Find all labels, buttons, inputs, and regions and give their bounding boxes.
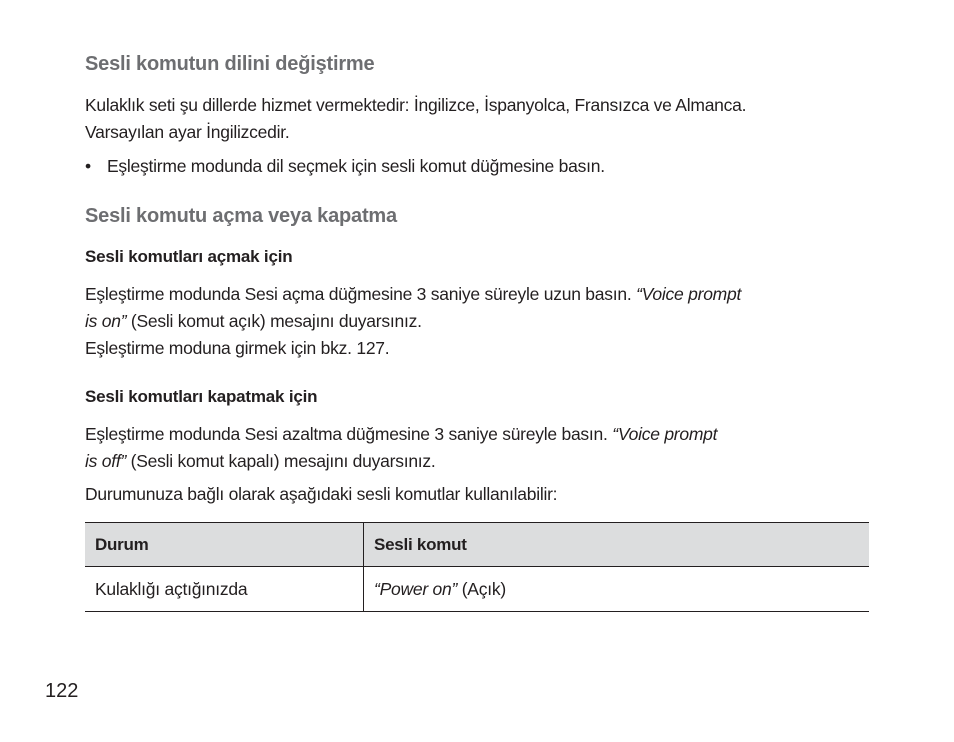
subheading-turn-off: Sesli komutları kapatmak için [85, 387, 318, 406]
turn-on-line-2 [85, 308, 875, 335]
table-cell-durum: Kulaklığı açtığınızda [85, 567, 364, 611]
turn-off-line-1 [85, 421, 875, 448]
language-description [85, 92, 875, 146]
bullet-icon: • [85, 156, 91, 176]
language-bullet-item [85, 153, 605, 180]
turn-on-line-1-italic: “Voice prompt [636, 284, 742, 304]
language-description-line-2: Varsayılan ayar İngilizcedir. [85, 122, 290, 142]
turn-on-line-2-italic: is on” [85, 311, 127, 331]
page-number: 122 [45, 680, 79, 702]
turn-on-line-3: Eşleştirme moduna girmek için bkz. 127. [85, 338, 390, 358]
table-header-sesli-komut: Sesli komut [374, 534, 467, 554]
turn-on-description [85, 281, 875, 362]
turn-off-description [85, 421, 875, 475]
bullet-text: Eşleştirme modunda dil seçmek için sesli komut düğmesine basın. [107, 156, 605, 176]
table-header-row [85, 523, 869, 567]
language-description-line-1: Kulaklık seti şu dillerde hizmet vermektedir: İngilizce, İspanyolca, Fransızca ve Almanca. [85, 95, 747, 115]
turn-off-line-1-text: Eşleştirme modunda Sesi azaltma düğmesine 3 saniye süreyle basın. [85, 424, 613, 444]
section-heading-voice-prompt: Sesli komutu açma veya kapatma [85, 205, 397, 227]
turn-off-line-2 [85, 448, 875, 475]
turn-on-line-1-text: Eşleştirme modunda Sesi açma düğmesine 3 saniye süreyle uzun basın. [85, 284, 637, 304]
voice-prompt-table [85, 522, 869, 612]
section-heading-language: Sesli komutun dilini değiştirme [85, 53, 375, 75]
table-header-durum: Durum [85, 523, 364, 566]
subheading-turn-on: Sesli komutları açmak için [85, 247, 293, 266]
turn-off-line-1-italic: “Voice prompt [612, 424, 718, 444]
table-cell-komut-text: (Açık) [457, 578, 506, 599]
voice-prompts-intro: Durumunuza bağlı olarak aşağıdaki sesli komutlar kullanılabilir: [85, 484, 558, 504]
turn-off-line-2-italic: is off” [85, 451, 127, 471]
table-row [85, 567, 869, 612]
turn-on-line-1 [85, 281, 875, 308]
table-cell-sesli-komut [364, 567, 869, 611]
table-cell-komut-italic: “Power on” [374, 578, 458, 599]
turn-off-line-2-text: (Sesli komut kapalı) mesajını duyarsınız. [126, 451, 436, 471]
turn-on-line-2-text: (Sesli komut açık) mesajını duyarsınız. [126, 311, 422, 331]
